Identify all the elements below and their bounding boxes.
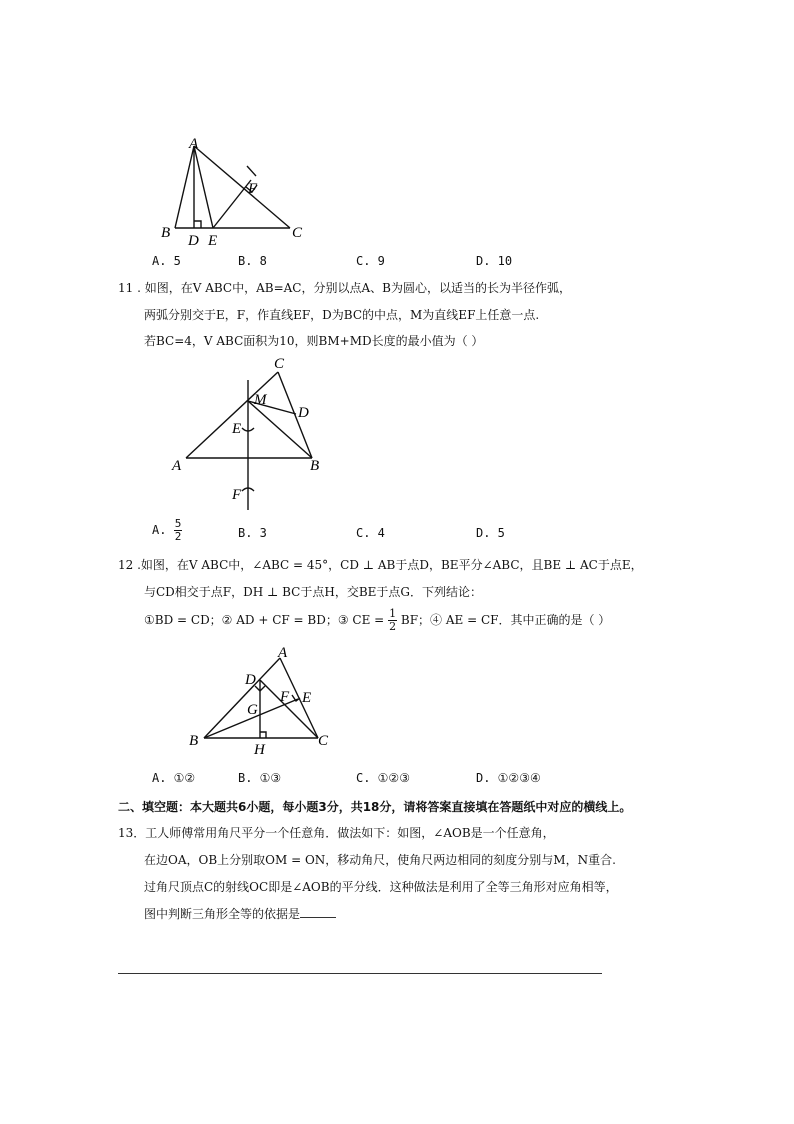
- q12-option-d: D. ①②③④: [476, 771, 541, 785]
- label-d: D: [245, 672, 256, 688]
- q12-fraction: [388, 608, 397, 633]
- label-a: A: [172, 458, 182, 474]
- q12-option-b: B. ①③: [238, 771, 282, 785]
- q12-line-3: [144, 608, 610, 633]
- q10-figure: [150, 136, 320, 248]
- label-f: F: [248, 181, 258, 197]
- label-d: D: [298, 405, 309, 421]
- label-f: F: [232, 487, 242, 503]
- label-m: M: [254, 392, 267, 408]
- label-e: E: [302, 690, 312, 706]
- q11-option-c: C. 4: [356, 526, 385, 540]
- q12-figure: [184, 640, 344, 762]
- section-2-heading: 二、填空题：本大题共6小题，每小题3分，共18分，请将答案直接填在答题纸中对应的横线上。: [118, 800, 632, 814]
- q11-option-a-fraction: [174, 518, 183, 543]
- q13-line-4: [144, 906, 336, 922]
- footer-rule: [118, 973, 602, 974]
- label-b: B: [161, 225, 171, 241]
- q12-fraction-numerator: 1: [389, 607, 397, 620]
- label-b: B: [189, 733, 199, 749]
- right-angle-h: [260, 732, 266, 738]
- q11-option-a: [152, 518, 182, 543]
- q12-line-1: 12 .如图，在V ABC中，∠ABC = 45°，CD ⊥ AB于点D，BE平分∠ABC，且BE ⊥ AC于点E，: [118, 558, 643, 572]
- label-e: E: [208, 233, 218, 249]
- q11-option-b: B. 3: [238, 526, 267, 540]
- q13-line-3: 过角尺顶点C的射线OC即是∠AOB的平分线．这种做法是利用了全等三角形对应角相等，: [144, 880, 618, 894]
- segment-ext: [247, 166, 256, 176]
- q11-figure: [168, 354, 338, 514]
- q10-option-b: B. 8: [238, 254, 267, 268]
- q12-option-a: A. ①②: [152, 771, 196, 785]
- label-b: B: [310, 458, 320, 474]
- right-angle-d: [194, 221, 201, 228]
- q12-line-3-part-b: BF；④ AE = CF．其中正确的是（ ）: [400, 613, 611, 627]
- q10-option-c: C. 9: [356, 254, 385, 268]
- segment-ef: [213, 180, 251, 228]
- label-g: G: [247, 702, 258, 718]
- label-a: A: [189, 136, 199, 152]
- q11-line-3: 若BC=4，V ABC面积为10，则BM+MD长度的最小值为（ ）: [144, 334, 484, 348]
- label-d: D: [188, 233, 199, 249]
- segment-ab: [204, 658, 280, 738]
- label-h: H: [254, 742, 265, 758]
- q11-line-2: 两弧分别交于E，F，作直线EF，D为BC的中点，M为直线EF上任意一点.: [144, 308, 540, 322]
- q10-option-a: A. 5: [152, 254, 181, 268]
- q11-option-d: D. 5: [476, 526, 505, 540]
- label-a: A: [278, 645, 288, 661]
- q12-fraction-denominator: 2: [389, 620, 397, 633]
- q11-option-a-prefix: A.: [152, 523, 167, 537]
- q13-line-1: 13．工人师傅常用角尺平分一个任意角．做法如下：如图，∠AOB是一个任意角，: [118, 826, 555, 840]
- label-c: C: [292, 225, 303, 241]
- segment-ab: [175, 146, 194, 228]
- label-c: C: [318, 733, 329, 749]
- segment-ae: [194, 146, 213, 228]
- q12-line-3-part-a: ①BD = CD；② AD + CF = BD；③ CE =: [144, 613, 385, 627]
- label-c: C: [274, 356, 285, 372]
- q10-option-d: D. 10: [476, 254, 513, 268]
- answer-blank[interactable]: [300, 906, 336, 918]
- q12-line-2: 与CD相交于点F，DH ⊥ BC于点H，交BE于点G．下列结论：: [144, 585, 482, 599]
- q11-option-a-denominator: 2: [174, 530, 182, 543]
- q13-line-2: 在边OA，OB上分别取OM = ON，移动角尺，使角尺两边相同的刻度分别与M，N重合.: [144, 853, 616, 867]
- segment-ac: [194, 146, 290, 228]
- label-e: E: [232, 421, 242, 437]
- q13-line-4-text: 图中判断三角形全等的依据是: [144, 907, 301, 921]
- label-f: F: [280, 689, 290, 705]
- q12-option-c: C. ①②③: [356, 771, 410, 785]
- q11-option-a-numerator: 5: [174, 517, 182, 530]
- q11-line-1: 11 . 如图，在V ABC中，AB=AC，分别以点A、B为圆心，以适当的长为半径作弧，: [118, 281, 571, 295]
